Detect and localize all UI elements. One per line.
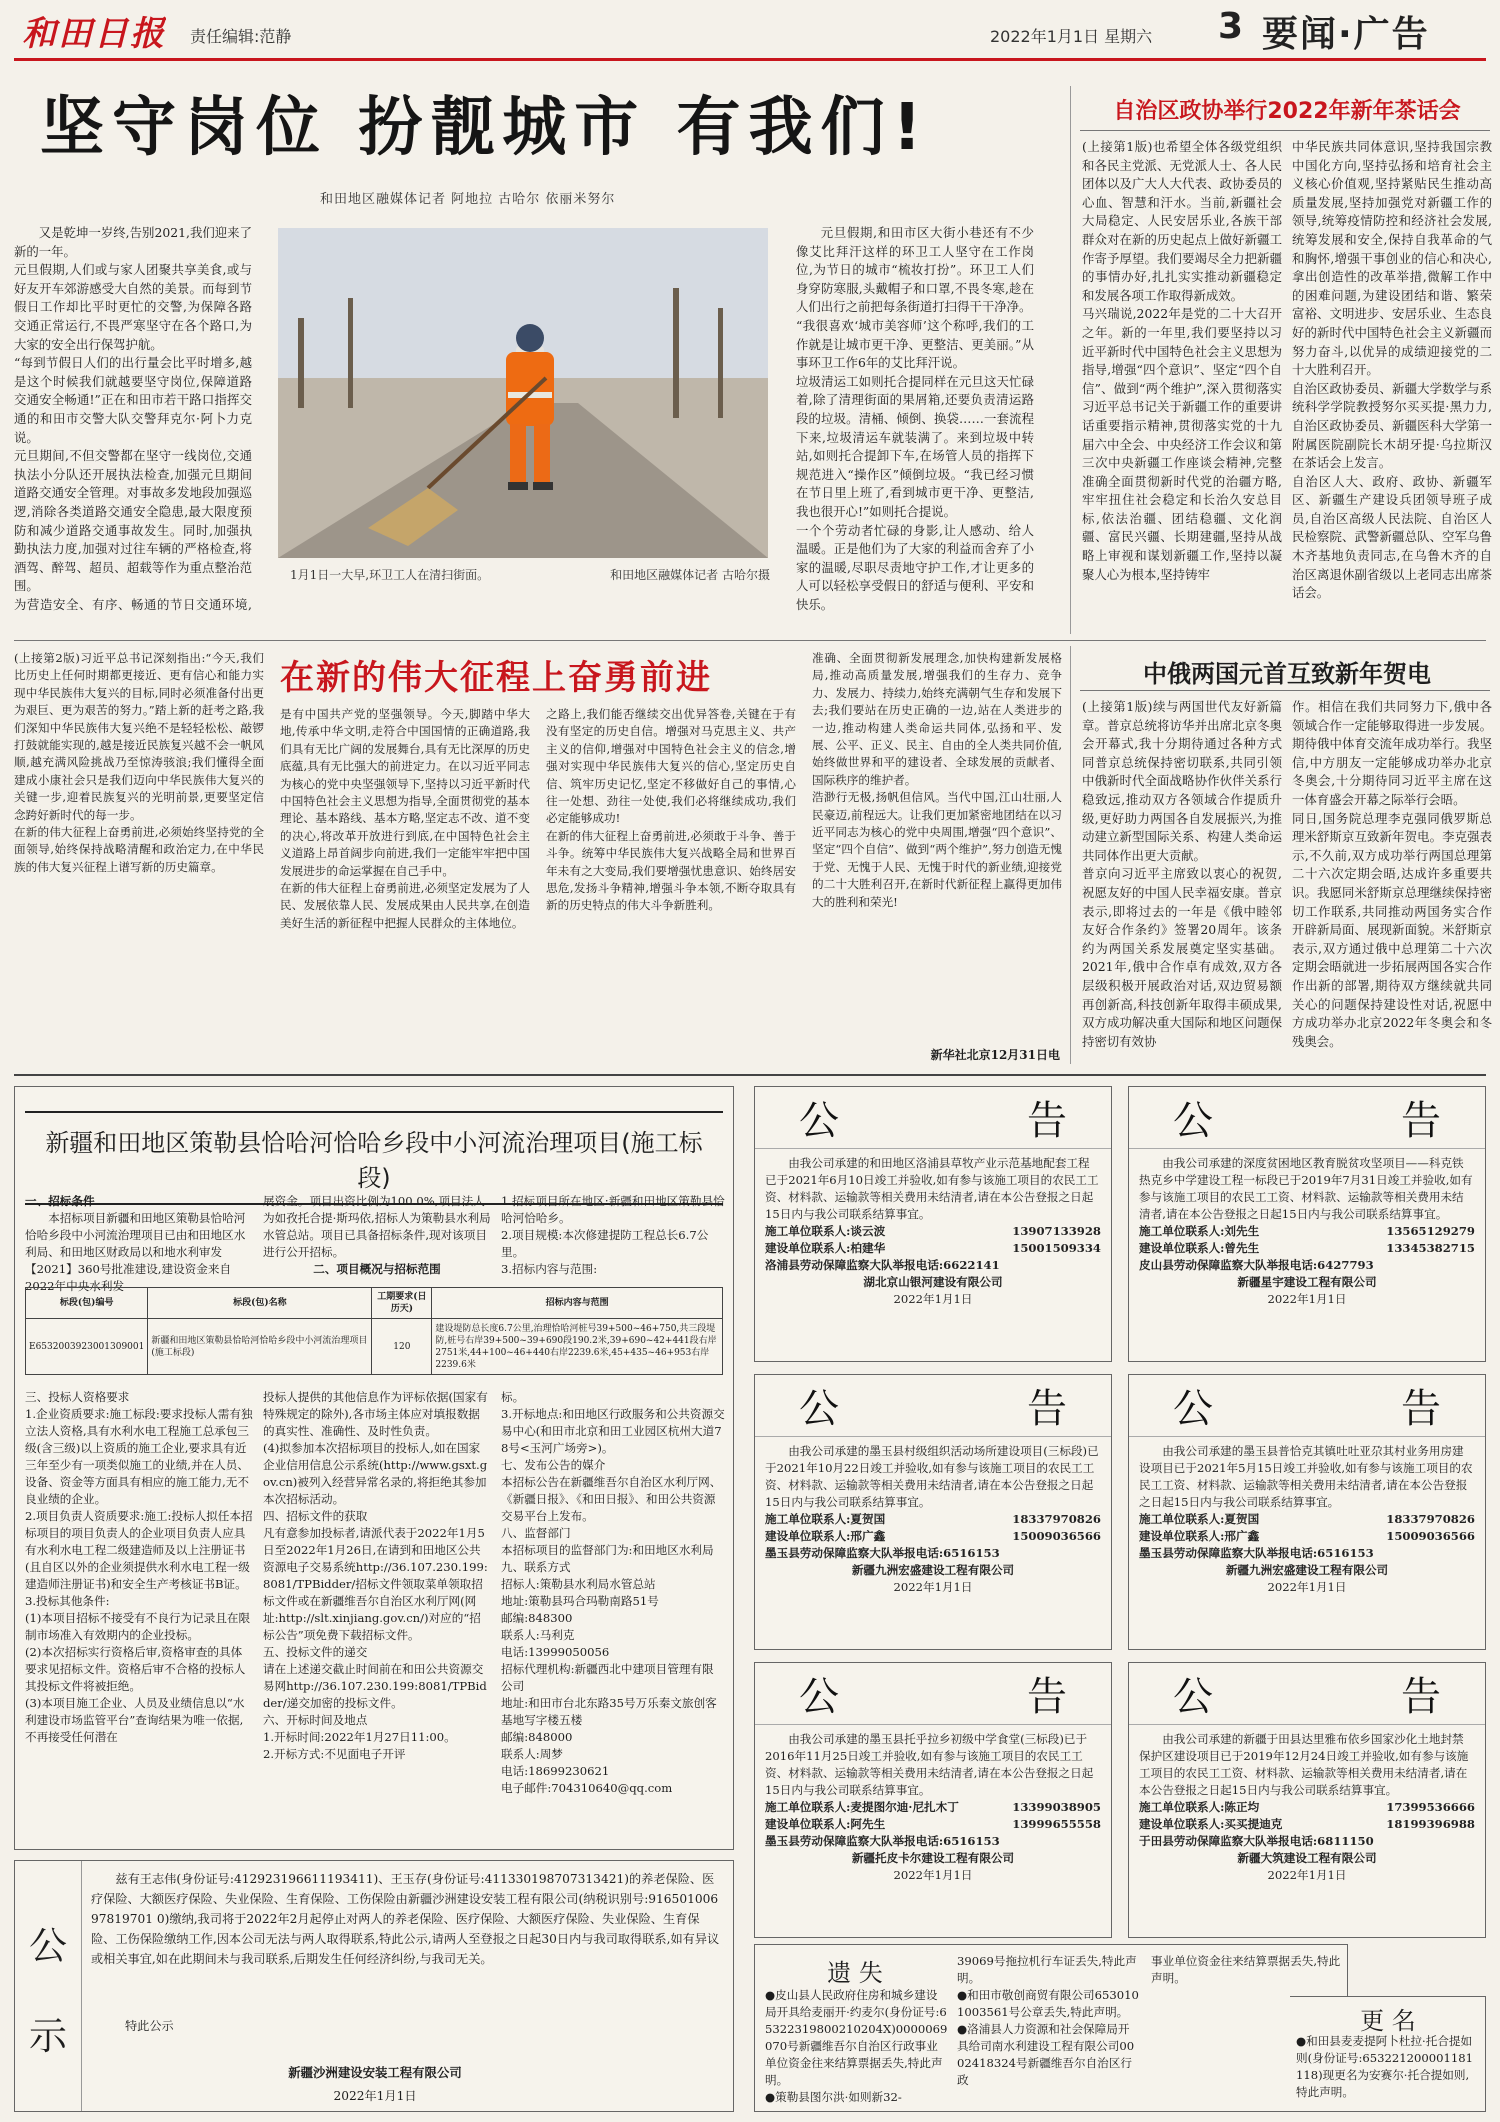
notice-contact: 建设单位联系人:柏建华 bbox=[765, 1241, 886, 1255]
column-divider-2 bbox=[1070, 646, 1071, 1064]
notice-company: 新疆大筑建设工程有限公司 bbox=[1237, 1851, 1377, 1865]
mid-rule bbox=[14, 640, 1486, 641]
march-column-3-text: 之路上,我们能否继续交出优异答卷,关键在于有没有坚定的历史自信。增强对马克思主义、共产主义的信仰,增强对中国特色社会主义的信念,增强对实现中华民族伟大复兴的信心,坚定历史自信、筑牢历史记忆,坚定不移做好自己的事情,心往一处想、劲往一处使,我们必将继续成功,我们必定能够成功! 在新的伟大征程上奋勇前进,必须敢于斗争、善于斗争。统筹中华民族伟大复兴战略全局和世界百年未有之大变局,我们要增强忧患意识、始终居安思危,发扬斗争精神,增强斗争本领,不断夺取具有新的历史特点的伟大斗争新胜利。 bbox=[546, 707, 796, 913]
notice-supervision: 皮山县劳动保障监察大队举报电话:6427793 bbox=[1139, 1258, 1374, 1272]
lead-photo bbox=[278, 228, 768, 558]
notice-supervision: 于田县劳动保障监察大队举报电话:6811150 bbox=[1139, 1834, 1374, 1848]
lost-title: 遗 失 bbox=[827, 1959, 883, 1987]
tender-s2-text: 1.招标项目所在地区:新疆和田地区策勒县恰哈河恰哈乡。 2.项目规模:本次修建提防工程总长6.7公里。 3.招标内容与范围: bbox=[501, 1194, 725, 1276]
table-cell: 建设堤防总长度6.7公里,治理恰哈河桩号39+500~46+750,共三段堤防,桩号右岸39+500~39+690段190.2米,39+690~42+441段右岸2751米,44+100~46+440右岸2239.6米,45+435~46+953右岸2239.6米 bbox=[432, 1319, 723, 1375]
notice-phone: 18199396988 bbox=[1386, 1817, 1475, 1831]
notice-phone: 13399038905 bbox=[1012, 1800, 1101, 1814]
public-notice bbox=[14, 1860, 734, 2112]
notice-text: 由我公司承建的深度贫困地区教育脱贫攻坚项目——科克铁热克乡中学建设工程一标段已于2019年7月31日竣工并验收,如有参与该施工项目的农民工工资、材料款、运输款等相关费用未结清者,请在本公告登报之日起15日内与我公司联系结算事宜。 bbox=[1139, 1156, 1473, 1221]
lead-column-2 bbox=[796, 224, 1034, 632]
table-cell: E6532003923001309001 bbox=[26, 1319, 148, 1375]
notice-supervision: 墨玉县劳动保障监察大队举报电话:6516153 bbox=[765, 1546, 1000, 1560]
notice-text: 由我公司承建的墨玉县托乎拉乡初级中学食堂(三标段)已于2016年11月25日竣工并验收,如有参与该施工项目的农民工工资、材料款、运输款等相关费用未结清者,请在本公告登报之日起15日内与我公司联系结算事宜。 bbox=[765, 1732, 1094, 1797]
notice-title bbox=[755, 1375, 1111, 1437]
notice-contact: 建设单位联系人:邢广鑫 bbox=[1139, 1529, 1260, 1543]
lead-byline: 和田地区融媒体记者 阿地拉 古哈尔 依丽米努尔 bbox=[320, 192, 616, 207]
teahouse-column-1 bbox=[1082, 138, 1282, 632]
teahouse-column-2-text: 中华民族共同体意识,坚持我国宗教中国化方向,坚持弘扬和培育社会主义核心价值观,坚持紧贴民生推动高质量发展,坚持加强党对新疆工作的领导,统筹疫情防控和经济社会发展,统筹发展和安全,保持自我革命的气和胸怀,增强干事创业的信心和决心,拿出创造性的改革举措,微解工作中的困难问题,为建设团结和谐、繁荣富裕、文明进步、安居乐业、生态良好的新时代中国特色社会主义新疆而努力奋斗,以优异的成绩迎接党的二十大胜利召开。 自治区政协委员、新疆大学数学与系统科学学院教授努尔买买提·黑力力,自治区政协委员、新疆医科大学第一附属医院副院长木胡牙提·乌拉斯汉在茶话会上发言。 自治区人大、政府、政协、新疆军区、新疆生产建设兵团领导班子成员,自治区高级人民法院、自治区人民检察院、武警新疆总队、空军乌鲁木齐基地负责同志,在乌鲁木齐的自治区离退休副省级以上老同志出席茶话会。 bbox=[1292, 139, 1492, 601]
march-column-2-text: 是有中国共产党的坚强领导。今天,脚踏中华大地,传承中华文明,走符合中国国情的正确道路,我们具有无比广阔的发展舞台,具有无比深厚的历史底蕴,具有无比强大的前进定力。在以习近平同志为核心的党中央坚强领导下,坚持以习近平新时代中国特色社会主义思想为指导,全面贯彻党的基本理论、基本路线、基本方略,坚定志不改、道不变的决心,将改革开放进行到底,在中国特色社会主义道路上昂首阔步向前进,我们一定能牢牢把中国发展进步的命运掌握在自己手中。 在新的伟大征程上奋勇前进,必须坚定发展为了人民、发展依靠人民、发展成果由人民共享,在创造美好生活的新征程中把握人民群众的主体地位。 bbox=[280, 707, 530, 930]
street-cleaner-illustration bbox=[278, 228, 768, 558]
notice-body bbox=[755, 1725, 1111, 1890]
public-notice-divider bbox=[81, 1861, 82, 2112]
notice-body bbox=[1129, 1725, 1485, 1890]
notice-contact-row bbox=[765, 1528, 1101, 1545]
table-cell: 新疆和田地区策勒县恰哈河恰哈乡段中小河流治理项目(施工标段) bbox=[148, 1319, 372, 1375]
lead-column-1 bbox=[14, 224, 252, 614]
notice-title bbox=[1129, 1663, 1485, 1725]
notice-phone: 17399536666 bbox=[1386, 1800, 1475, 1814]
public-notice-tail: 特此公示 bbox=[125, 2019, 174, 2033]
notice-title-char: 公 bbox=[799, 1098, 839, 1144]
construction-notice bbox=[754, 1086, 1112, 1362]
table-header-cell: 工期要求(日历天) bbox=[372, 1288, 432, 1319]
notice-title bbox=[755, 1663, 1111, 1725]
sinorussia-rule bbox=[1080, 690, 1490, 691]
notice-contact: 建设单位联系人:曾先生 bbox=[1139, 1241, 1260, 1255]
march-headline: 在新的伟大征程上奋勇前进 bbox=[280, 658, 712, 698]
notice-date: 2022年1月1日 bbox=[893, 1292, 973, 1306]
tender-table-wrap bbox=[25, 1287, 723, 1375]
tender-title: 新疆和田地区策勒县恰哈河恰哈乡段中小河流治理项目(施工标段) bbox=[25, 1111, 723, 1205]
notice-contact: 建设单位联系人:邢广鑫 bbox=[765, 1529, 886, 1543]
tender-s5: 标。 3.开标地点:和田地区行政服务和公共资源交易中心(和田市北京和田工业园区杭州大道78号<玉河广场旁>)。 七、发布公告的媒介 本招标公告在新疆维吾尔自治区水利厅网、《新疆日报》、《和田日报》、和田公共资源交易平台上发布。 八、监督部门 本招标项目的监督部门为:和田地区水利局 九、联系方式 招标人:策勒县水利局水管总站 地址:策勒县玛合玛勒南路51号 邮编:848300 联系人:马利克 电话:13999050056 招标代理机构:新疆西北中建项目管理有限公司 地址:和田市台北东路35号万乐秦文旅创客基地写字楼五楼 邮编:848000 联系人:周梦 电话:18699230621 电子邮件:704310640@qq.com bbox=[501, 1390, 725, 1795]
notice-supervision: 墨玉县劳动保障监察大队举报电话:6516153 bbox=[1139, 1546, 1374, 1560]
notice-contact: 施工单位联系人:麦提图尔迪·尼扎木丁 bbox=[765, 1800, 959, 1814]
notice-contact: 施工单位联系人:谈云波 bbox=[765, 1224, 886, 1238]
construction-notice bbox=[754, 1374, 1112, 1650]
notice-supervision: 洛浦县劳动保障监察大队举报电话:6622141 bbox=[765, 1258, 1000, 1272]
notice-date: 2022年1月1日 bbox=[893, 1580, 973, 1594]
notice-contact-row bbox=[1139, 1799, 1475, 1816]
notice-title bbox=[1129, 1375, 1485, 1437]
masthead-rule bbox=[14, 58, 1486, 61]
notice-text: 由我公司承建的墨玉县普恰克其镇吐吐亚尕其村业务用房建设项目已于2021年5月15日竣工并验收,如有参与该施工项目的农民工工资、材料款、运输款等相关费用未结清者,请在本公告登报之日起15日内与我公司联系结算事宜。 bbox=[1139, 1444, 1473, 1509]
rename-title: 更 名 bbox=[1360, 2007, 1416, 2035]
sinorussia-column-2 bbox=[1292, 698, 1492, 1064]
notice-title-char: 告 bbox=[1401, 1098, 1441, 1144]
notice-body bbox=[755, 1149, 1111, 1314]
rename-notice bbox=[1290, 1996, 1486, 2112]
notice-title-char: 告 bbox=[1401, 1386, 1441, 1432]
march-column-3 bbox=[546, 706, 796, 1064]
notice-phone: 15001509334 bbox=[1012, 1241, 1101, 1255]
public-notice-body: 兹有王志伟(身份证号:412923196611193411)、王玉存(身份证号:411330198707313421)的养老保险、医疗保险、大额医疗保险、失业保险、生育保险、工伤保险由新疆沙洲建设安装工程有限公司(纳税识别号:91650100697819701 0)缴纳,我司将于2022年2月起停止对两人的养老保险、医疗保险、大额医疗保险、失业保险、生育保险、工伤保险缴纳工作,因本公司无法与两人取得联系,特此公示,请两人至登报之日起30日内与我司取得联系,如有异议或相关事宜,如在此期间未与我司联系,后期发生任何经济纠纷,与我司无关。 bbox=[91, 1872, 720, 1966]
lost-items-3: 事业单位资金往来结算票据丢失,特此声明。 bbox=[1151, 1954, 1341, 1985]
notice-date: 2022年1月1日 bbox=[1267, 1580, 1347, 1594]
lead-column-1-text: 又是乾坤一岁终,告别2021,我们迎来了新的一年。 元旦假期,人们或与家人团聚共享美食,或与好友开车郊游感受大自然的美景。而每到节假日工作却比平时更忙的交警,为保障各路交通正常运行,不畏严寒坚守在各个路口,为大家的安全出行保驾护航。 “每到节假日人们的出行量会比平时增多,越是这个时候我们就越要坚守岗位,保障道路交通安全畅通!”正在和田市若干路口指挥交通的和田市交警大队交警拜克尔·阿卜力克说。 元旦期间,不但交警都在坚守一线岗位,交通执法小分队还开展执法检查,加强元旦期间道路交通安全管理。对事故多发地段加强巡逻,消除各类道路交通安全隐患,最大限度预防和减少道路交通事故发生。同时,加强执勤执法力度,加强对过往车辆的严格检查,将酒驾、醉驾、超员、超载等作为重点整治范围。 为营造安全、有序、畅通的节日交通环境, bbox=[14, 225, 252, 612]
tender-col-a bbox=[25, 1193, 253, 1295]
notice-title-char: 公 bbox=[1173, 1098, 1213, 1144]
notice-body bbox=[1129, 1437, 1485, 1602]
notice-contact: 建设单位联系人:阿先生 bbox=[765, 1817, 886, 1831]
notice-title bbox=[755, 1087, 1111, 1149]
lead-headline: 坚守岗位 扮靓城市 有我们! bbox=[40, 91, 930, 165]
tender-s1b-text: 展资金。项目出资比例为100.0%,项目法人为如孜托合提·斯玛依,招标人为策勒县水利局水管总站。项目已具备招标条件,现对该项目进行公开招标。 bbox=[263, 1194, 491, 1259]
notice-title-char: 告 bbox=[1027, 1386, 1067, 1432]
notice-body bbox=[755, 1437, 1111, 1602]
notice-contact-row bbox=[1139, 1223, 1475, 1240]
tender-table-header bbox=[26, 1288, 723, 1319]
notice-company: 新疆星宇建设工程有限公司 bbox=[1237, 1275, 1377, 1289]
notice-text: 由我公司承建的墨玉县村级组织活动场所建设项目(三标段)已于2021年10月22日竣工并验收,如有参与该施工项目的农民工工资、材料款、运输款等相关费用未结清者,请在本公告登报之日起15日内与我公司联系结算事宜。 bbox=[765, 1444, 1099, 1509]
notice-company: 新疆托皮卡尔建设工程有限公司 bbox=[851, 1851, 1015, 1865]
notice-contact: 施工单位联系人:刘先生 bbox=[1139, 1224, 1260, 1238]
notice-title-char: 公 bbox=[799, 1386, 839, 1432]
notice-contact-row bbox=[765, 1223, 1101, 1240]
notice-text: 由我公司承建的新疆于田县达里雅布依乡国家沙化土地封禁保护区建设项目已于2019年12月24日竣工并验收,如有参与该施工项目的农民工工资、材料款、运输款等相关费用未结清者,请在本公告登报之日起15日内与我公司联系结算事宜。 bbox=[1139, 1732, 1469, 1797]
masthead bbox=[0, 0, 1500, 58]
notice-phone: 15009036566 bbox=[1012, 1529, 1101, 1543]
issue-date: 2022年1月1日 星期六 bbox=[990, 27, 1153, 46]
notice-contact-row bbox=[1139, 1511, 1475, 1528]
notice-phone: 18337970826 bbox=[1012, 1512, 1101, 1526]
notice-date: 2022年1月1日 bbox=[893, 1868, 973, 1882]
paper-name: 和田日报 bbox=[22, 14, 166, 54]
rename-body: ●和田县麦麦提阿卜杜拉·托合提如则(身份证号:653221200001181118)现更名为安赛尔·托合提如则,特此声明。 bbox=[1296, 2034, 1474, 2099]
section-name: 要闻·广告 bbox=[1262, 14, 1430, 55]
notice-title-char: 公 bbox=[799, 1674, 839, 1720]
tender-notice bbox=[14, 1086, 734, 1850]
table-cell: 120 bbox=[372, 1319, 432, 1375]
notice-contact-row bbox=[765, 1511, 1101, 1528]
march-column-4-text: 准确、全面贯彻新发展理念,加快构建新发展格局,推动高质量发展,增强我们的生存力、竞争力、发展力、持续力,始终充满朝气生存和发展下去;我们要站在历史正确的一边,站在人类进步的一边,推动构建人类命运共同体,弘扬和平、发展、公平、正义、民主、自由的全人类共同价值,始终做世界和平的建设者、全球发展的贡献者、国际秩序的维护者。 浩渺行无极,扬帆但信风。当代中国,江山壮丽,人民豪迈,前程远大。让我们更加紧密地团结在以习近平同志为核心的党中央周围,增强“四个意识”、坚定“四个自信”、做到“两个维护”,努力创造无愧于党、无愧于人民、无愧于时代的新业绩,迎接党的二十大胜利召开,在新时代新征程上赢得更加伟大的胜利和荣光! bbox=[812, 651, 1062, 909]
notice-phone: 13999655558 bbox=[1012, 1817, 1101, 1831]
notice-company: 新疆九洲宏盛建设工程有限公司 bbox=[851, 1563, 1015, 1577]
notice-contact-row bbox=[1139, 1528, 1475, 1545]
notice-contact: 施工单位联系人:夏贺国 bbox=[765, 1512, 886, 1526]
sinorussia-column-2-text: 作。相信在我们共同努力下,俄中各领域合作一定能够取得进一步发展。期待俄中体育交流年成功举行。我坚信,中方朋友一定能够成功举办北京冬奥会,十分期待同习近平主席在这一体育盛会开幕之际举行会晤。 同日,国务院总理李克强同俄罗斯总理米舒斯京互致新年贺电。李克强表示,不久前,双方成功举行两国总理第二十六次定期会晤,达成许多重要共识。我愿同米舒斯京总理继续保持密切工作联系,共同推动两国务实合作开辟新局面、展现新面貌。米舒斯京表示,双方通过俄中总理第二十六次定期会晤就进一步拓展两国各实合作作出新的部署,期待双方继续就共同关心的问题保持建设性对话,祝愿中方成功举办北京2022年冬奥会和冬残奥会。 bbox=[1292, 699, 1492, 1049]
lead-column-2-text: 元旦假期,和田市区大街小巷还有不少像艾比拜汗这样的环卫工人坚守在工作岗位,为节日的城市“梳妆打扮”。环卫工人们身穿防寒服,头戴帽子和口罩,不畏冬寒,趁在人们出行之前把每条街道打扫得干干净净。 “我很喜欢‘城市美容师’这个称呼,我们的工作就是让城市更干净、更整洁、更美丽。”从事环卫工作6年的艾比拜汗说。 垃圾清运工如则托合提同样在元旦这天忙碌着,除了清理街面的果屑箱,还要负责清运路段的垃圾。清桶、倾倒、换袋……一套流程下来,垃圾清运车就装满了。来到垃圾中转站,如则托合提卸下车,在场管人员的指挥下规范进入“操作区”倾倒垃圾。“我已经习惯在节日里上班了,看到城市更干净、更整洁,我也很开心!”如则托合提说。 一个个劳动者忙碌的身影,让人感动、给人温暖。正是他们为了大家的利益而舍弃了小家的温暖,尽职尽责地守护工作,才让更多的人可以轻松享受假日的舒适与便利、平安和快乐。 bbox=[796, 225, 1034, 612]
lost-items: ●皮山县人民政府住房和城乡建设局开具给麦丽开·约麦尔(身份证号:65322319800210204X)0000069070号新疆维吾尔自治区行政事业单位资金往来结算票据丢失,特此声明。 ●策勒县图尔洪·如则新32- bbox=[765, 1988, 948, 2104]
table-row bbox=[26, 1319, 723, 1375]
notice-phone: 15009036566 bbox=[1386, 1529, 1475, 1543]
notice-phone: 13565129279 bbox=[1386, 1224, 1475, 1238]
tender-s3: 三、投标人资格要求 1.企业资质要求:施工标段:要求投标人需有独立法人资格,具有水利水电工程施工总承包三级(含三级)以上资质的施工企业,要求具有近三年至少有一项类似施工的业绩,并在人员、设备、资金等方面具有相应的施工能力,无不良业绩的企业。 2.项目负责人资质要求:施工:投标人拟任本招标项目的项目负责人的企业项目负责人应具有水利水电工程二级建造师及以上注册证书(且自区以外的企业须提供水利水电工程一级建造师注册证书)和安全生产考核证书B证。 3.投标其他条件: (1)本项目招标不接受有不良行为记录且在限制市场准入有效期内的企业投标。 (2)本次招标实行资格后审,资格审查的具体要求见招标文件。资格后审不合格的投标人其投标文件将被拒绝。 (3)本项目施工企业、人员及业绩信息以“水利建设市场监管平台”查询结果为唯一依据,不再接受任何潜在 bbox=[25, 1390, 253, 1744]
public-notice-side: 公 示 bbox=[29, 1924, 68, 2058]
tender-s1-text: 本招标项目新疆和田地区策勒县恰哈河恰哈乡段中小河流治理项目已由和田地区水利局、和田地区财政局以和地水利审发【2021】360号批准建设,建设资金来自2022年中央水利发 bbox=[25, 1211, 246, 1293]
construction-notice bbox=[754, 1662, 1112, 1938]
notice-title-char: 公 bbox=[1173, 1386, 1213, 1432]
notice-title-char: 告 bbox=[1401, 1674, 1441, 1720]
sinorussia-headline: 中俄两国元首互致新年贺电 bbox=[1143, 660, 1431, 688]
notice-supervision: 墨玉县劳动保障监察大队举报电话:6516153 bbox=[765, 1834, 1000, 1848]
notice-contact: 施工单位联系人:陈正均 bbox=[1139, 1800, 1260, 1814]
lost-items-2: 39069号拖拉机行车证丢失,特此声明。 ●和田市敬创商贸有限公司6530101003561号公章丢失,特此声明。 ●洛浦县人力资源和社会保障局开具给司南水利建设工程有限公司0002418324号新疆维吾尔自治区行政 bbox=[957, 1954, 1139, 2087]
tender-col-b bbox=[263, 1193, 491, 1278]
notice-contact-row bbox=[1139, 1816, 1475, 1833]
notice-contact: 施工单位联系人:夏贺国 bbox=[1139, 1512, 1260, 1526]
lead-photo-caption: 1月1日一大早,环卫工人在清扫街面。 bbox=[290, 568, 490, 582]
tender-table bbox=[25, 1287, 723, 1375]
table-header-cell: 招标内容与范围 bbox=[432, 1288, 723, 1319]
notice-title bbox=[1129, 1087, 1485, 1149]
march-column-4 bbox=[812, 650, 1062, 1042]
lost-notice bbox=[754, 1944, 1348, 2112]
column-divider bbox=[1070, 86, 1071, 634]
tender-s4: 投标人提供的其他信息作为评标依据(国家有特殊规定的除外),各市场主体应对填报数据的真实性、准确性、及时性负责。 (4)拟参加本次招标项目的投标人,如在国家企业信用信息公示系统(http://www.gsxt.gov.cn)被列入经营异常名录的,将拒绝其参加本次招标活动。 四、招标文件的获取 凡有意参加投标者,请派代表于2022年1月5日至2022年1月26日,在请到和田地区公共资源电子交易系统http://36.107.230.199:8081/TPBidder/招标文件领取菜单领取招标文件或在新疆维吾尔自治区水利厅网(网址:http://slt.xinjiang.gov.cn/)对应的“招标公告”项免费下载招标文件。 五、投标文件的递交 请在上述递交截止时间前在和田公共资源交易网http://36.107.230.199:8081/TPBidder/递交加密的投标文件。 六、开标时间及地点 1.开标时间:2022年1月27日11:00。 2.开标方式:不见面电子开评 bbox=[263, 1390, 488, 1761]
notice-text: 由我公司承建的和田地区洛浦县草牧产业示范基地配套工程已于2021年6月10日竣工并验收,如有参与该施工项目的农民工工资、材料款、运输款等相关费用未结清者,请在本公告登报之日起15日内与我公司联系结算事宜。 bbox=[765, 1156, 1099, 1221]
notice-contact-row bbox=[765, 1816, 1101, 1833]
notice-company: 湖北京山银河建设有限公司 bbox=[863, 1275, 1003, 1289]
notice-date: 2022年1月1日 bbox=[1267, 1868, 1347, 1882]
construction-notice bbox=[1128, 1374, 1486, 1650]
construction-notice bbox=[1128, 1662, 1486, 1938]
table-header-cell: 标段(包)名称 bbox=[148, 1288, 372, 1319]
notice-contact-row bbox=[765, 1240, 1101, 1257]
page-number: 3 bbox=[1218, 6, 1244, 47]
notice-title-char: 告 bbox=[1027, 1674, 1067, 1720]
notice-contact-row bbox=[765, 1799, 1101, 1816]
construction-notice bbox=[1128, 1086, 1486, 1362]
notice-contact: 建设单位联系人:买买提迪克 bbox=[1139, 1817, 1283, 1831]
march-column-1-text: (上接第2版)习近平总书记深刻指出:“今天,我们比历史上任何时期都更接近、更有信心和能力实现中华民族伟大复兴的目标,同时必须准备付出更为艰巨、更为艰苦的努力。”踏上新的赶考之路,我们深知中华民族伟大复兴绝不是轻轻松松、敲锣打鼓就能实现的,越是接近民族复兴越不会一帆风顺,越充满风险挑战乃至惊涛骇浪;我们懂得全面建成小康社会只是我们迈向中华民族伟大复兴的关键一步,迎着民族复兴的光明前景,更要坚定信念跨好新时代的每一步。 在新的伟大征程上奋勇前进,必须始终坚持党的全面领导,始终保持战略清醒和政治定力,在中华民族的伟大复兴征程上谱写新的历史篇章。 bbox=[14, 651, 264, 874]
march-column-2 bbox=[280, 706, 530, 1064]
notice-phone: 13907133928 bbox=[1012, 1224, 1101, 1238]
teahouse-column-2 bbox=[1292, 138, 1492, 632]
editor-credit: 责任编辑:范静 bbox=[190, 27, 292, 46]
notice-body bbox=[1129, 1149, 1485, 1314]
notice-company: 新疆九洲宏盛建设工程有限公司 bbox=[1225, 1563, 1389, 1577]
table-header-cell: 标段(包)编号 bbox=[26, 1288, 148, 1319]
notice-title-char: 告 bbox=[1027, 1098, 1067, 1144]
lead-photo-credit: 和田地区融媒体记者 古哈尔摄 bbox=[610, 568, 770, 582]
notice-title-char: 公 bbox=[1173, 1674, 1213, 1720]
march-source: 新华社北京12月31日电 bbox=[930, 1048, 1060, 1062]
march-column-1 bbox=[14, 650, 264, 1062]
notice-phone: 18337970826 bbox=[1386, 1512, 1475, 1526]
public-notice-company: 新疆沙洲建设安装工程有限公司 bbox=[288, 2065, 462, 2080]
tender-s1-head: 一、招标条件 bbox=[25, 1194, 95, 1208]
teahouse-rule bbox=[1080, 130, 1490, 131]
sinorussia-column-1 bbox=[1082, 698, 1282, 1064]
ad-section-rule bbox=[14, 1074, 1486, 1076]
tender-s2-head: 二、项目概况与招标范围 bbox=[313, 1262, 441, 1276]
public-notice-date: 2022年1月1日 bbox=[333, 2089, 417, 2103]
tender-col-c bbox=[501, 1193, 725, 1278]
notice-contact-row bbox=[1139, 1240, 1475, 1257]
teahouse-headline: 自治区政协举行2022年新年茶话会 bbox=[1113, 99, 1461, 124]
teahouse-column-1-text: (上接第1版)也希望全体各级党组织和各民主党派、无党派人士、各人民团体以及广大人大代表、政协委员的心血、智慧和汗水。当前,新疆社会大局稳定、人民安居乐业,各族干部群众对在新的历史起点上做好新疆工作寄予厚望。我们要竭尽全力把新疆的事情办好,扎扎实实推动新疆稳定和发展各项工作取得新成效。 马兴瑞说,2022年是党的二十大召开之年。新的一年里,我们要坚持以习近平新时代中国特色社会主义思想为指导,增强“四个意识”、坚定“四个自信”、做到“两个维护”,深入贯彻落实习近平总书记关于新疆工作的重要讲话重要指示精神,贯彻落实党的十九届六中全会、中央经济工作会议和第三次中央新疆工作座谈会精神,完整准确全面贯彻新时代党的治疆方略,牢牢扭住社会稳定和长治久安总目标,依法治疆、团结稳疆、文化润疆、富民兴疆、长期建疆,坚持从战略上审视和谋划新疆工作,坚持以凝聚人心为根本,坚持铸牢 bbox=[1082, 139, 1282, 582]
notice-phone: 13345382715 bbox=[1386, 1241, 1475, 1255]
notice-date: 2022年1月1日 bbox=[1267, 1292, 1347, 1306]
sinorussia-column-1-text: (上接第1版)续与两国世代友好新篇章。普京总统将访华并出席北京冬奥会开幕式,我十分期待通过各种方式同普京总统保持密切联系,共同引领中俄新时代全面战略协作伙伴关系行稳致远,推动双方各领域合作提质升级,更好助力两国各自发展振兴,为推动建立新型国际关系、构建人类命运共同体作出更大贡献。 普京向习近平主席致以衷心的祝贺,祝愿友好的中国人民幸福安康。普京表示,即将过去的一年是《俄中睦邻友好合作条约》签署20周年。该条约为两国关系发展奠定坚实基础。2021年,俄中合作卓有成效,双方各层级积极开展政治对话,双边贸易额再创新高,科技创新年取得丰硕成果,双方成功解决重大国际和地区问题保持密切有效协 bbox=[1082, 699, 1282, 1049]
